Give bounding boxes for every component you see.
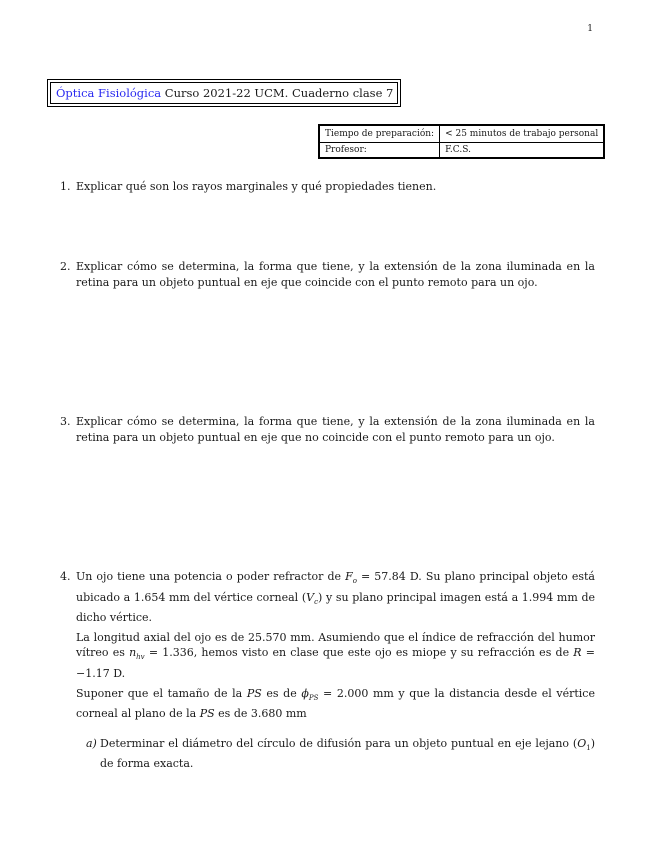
subquestion-label: a) xyxy=(86,736,97,750)
subquestion-text: Determinar el diámetro del círculo de difusión para un objeto puntual en eje lejano $(O_1)$ de forma exacta. xyxy=(100,736,595,771)
prep-time-value: < 25 minutos de trabajo personal xyxy=(440,125,605,143)
question-number: 2. xyxy=(60,260,71,273)
question-number: 3. xyxy=(60,415,71,428)
q4-paragraph-1: Un ojo tiene una potencia o poder refractor de $F_o = 57.84$ D. Su plano principal objeto está ubicado a 1.654 mm del vértice corneal $(V_c)$ y su plano principal imagen está a 1.994 mm de dicho vértice. xyxy=(76,570,595,625)
title-rest: Curso 2021-22 UCM. Cuaderno clase 7 xyxy=(161,86,394,100)
question-1 xyxy=(60,179,595,199)
q4-paragraph-2: La longitud axial del ojo es de 25.570 mm. Asumiendo que el índice de refracción del humor vítreo es $n_{hv} = 1.336$, hemos visto en clase que este ojo es miope y su refracción es de R = −1.17 D. xyxy=(76,630,595,681)
table-row xyxy=(319,125,604,143)
question-number: 4. xyxy=(60,570,71,583)
question-2 xyxy=(60,259,595,294)
q4-paragraph-3: Suponer que el tamaño de la PS es de $\phi_{PS} = 2.000$ mm y que la distancia desde el vértice corneal al plano de la PS es de 3.680 mm xyxy=(76,686,595,721)
professor-value: F.C.S. xyxy=(440,143,605,159)
question-text: Explicar qué son los rayos marginales y qué propiedades tienen. xyxy=(76,180,437,193)
table-row xyxy=(319,143,604,159)
title-link[interactable]: Óptica Fisiológica xyxy=(56,86,162,100)
question-text: Explicar cómo se determina, la forma que tiene, y la extensión de la zona iluminada en la retina para un objeto puntual en eje que coincide con el punto remoto para un ojo. xyxy=(76,260,595,289)
question-number: 1. xyxy=(60,180,71,193)
page-title xyxy=(50,82,398,104)
title-box xyxy=(47,79,401,107)
prep-time-label: Tiempo de preparación: xyxy=(319,125,440,143)
meta-table xyxy=(318,124,605,159)
question-4 xyxy=(60,569,595,776)
professor-label: Profesor: xyxy=(319,143,440,159)
question-3 xyxy=(60,414,595,449)
subquestion-a xyxy=(86,736,595,772)
page-number: 1 xyxy=(587,24,593,34)
question-text: Explicar cómo se determina, la forma que tiene, y la extensión de la zona iluminada en la retina para un objeto puntual en eje que no coincide con el punto remoto para un ojo. xyxy=(76,415,595,444)
